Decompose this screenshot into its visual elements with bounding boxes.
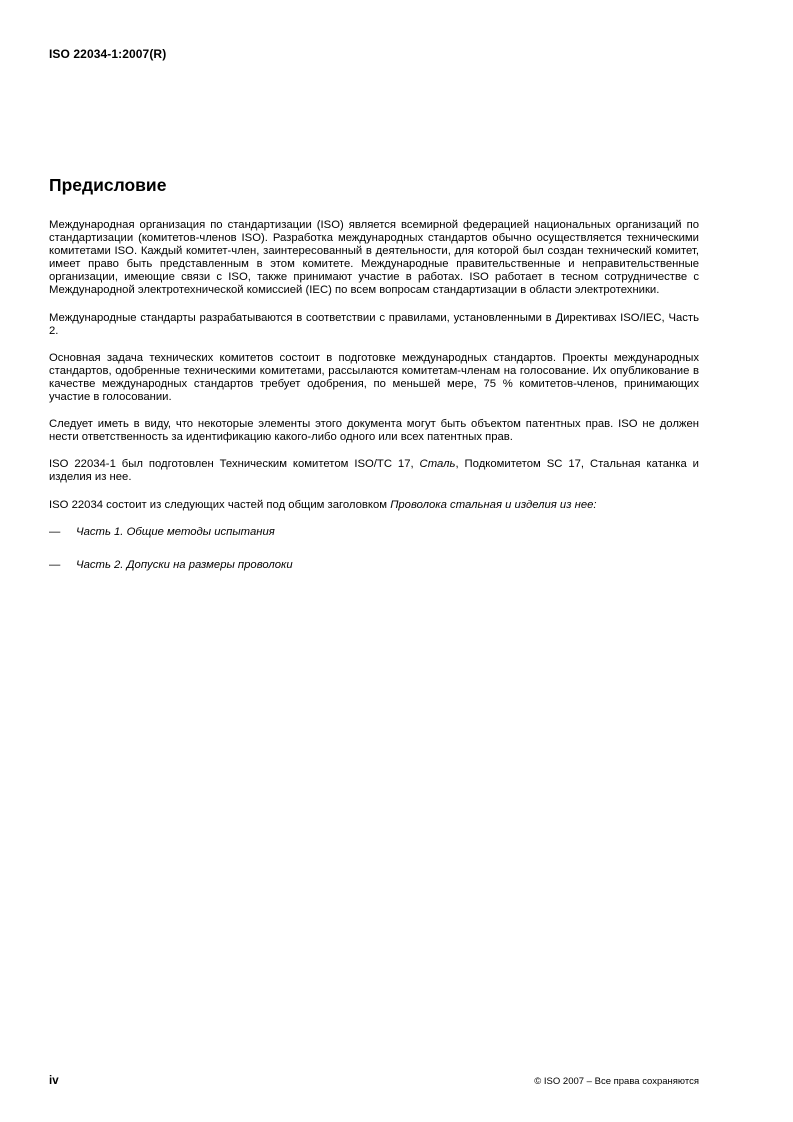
parts-intro-text: ISO 22034 состоит из следующих частей под общим заголовком (49, 498, 391, 511)
parts-list (49, 526, 699, 572)
list-dash: — (49, 525, 61, 538)
foreword-paragraph-3: Основная задача технических комитетов состоит в подготовке международных стандартов. Проекты международных стандартов, одобренные техническими комитетами, рассылаются комитетам-членам на голосование. Их опубликование в качестве международных стандартов требует одобрения, по меньшей мере, 75 % комитетов-членов, принимающих участие в голосовании. (49, 351, 699, 404)
foreword-paragraph-6 (49, 499, 699, 512)
page-number: iv (49, 1075, 59, 1087)
list-item-text: Часть 1. Общие методы испытания (76, 525, 275, 538)
foreword-paragraph-1: Международная организация по стандартизации (ISO) является всемирной федерацией национальных организаций по стандартизации (комитетов-членов ISO). Разработка международных стандартов обычно осуществляется техническими комитетами ISO. Каждый комитет-член, заинтересованный в деятельности, для которой был создан технический комитет, имеет право быть представленным в этом комитете. Международные правительственные и неправительственные организации, имеющие связи с ISO, также принимают участие в работах. ISO работает в тесном сотрудничестве с Международной электротехнической комиссией (IEC) по всем вопросам стандартизации в области электротехники. (49, 219, 699, 297)
foreword-title: Предисловие (49, 175, 167, 195)
list-dash: — (49, 558, 61, 571)
committee-text-a: ISO 22034-1 был подготовлен Техническим комитетом ISO/TC 17, (49, 458, 420, 471)
list-item (49, 559, 699, 572)
committee-text-c: , Подкомитетом SC 17, Стальная катанка и изделия из нее. (49, 458, 699, 484)
foreword-paragraph-2: Международные стандарты разрабатываются в соответствии с правилами, установленными в Директивах ISO/IEC, Часть 2. (49, 311, 699, 337)
committee-name-italic: Сталь (419, 458, 456, 471)
document-id-header: ISO 22034-1:2007(R) (49, 47, 167, 61)
copyright-notice: © ISO 2007 – Все права сохраняются (534, 1076, 699, 1087)
list-item (49, 526, 699, 539)
foreword-paragraph-4: Следует иметь в виду, что некоторые элементы этого документа могут быть объектом патентных прав. ISO не должен нести ответственность за идентификацию какого-либо одного или всех патентных прав. (49, 418, 699, 444)
general-title-italic: Проволока стальная и изделия из нее: (390, 498, 597, 511)
list-item-text: Часть 2. Допуски на размеры проволоки (76, 558, 293, 571)
foreword-paragraph-5 (49, 458, 699, 484)
foreword-section (49, 175, 699, 592)
